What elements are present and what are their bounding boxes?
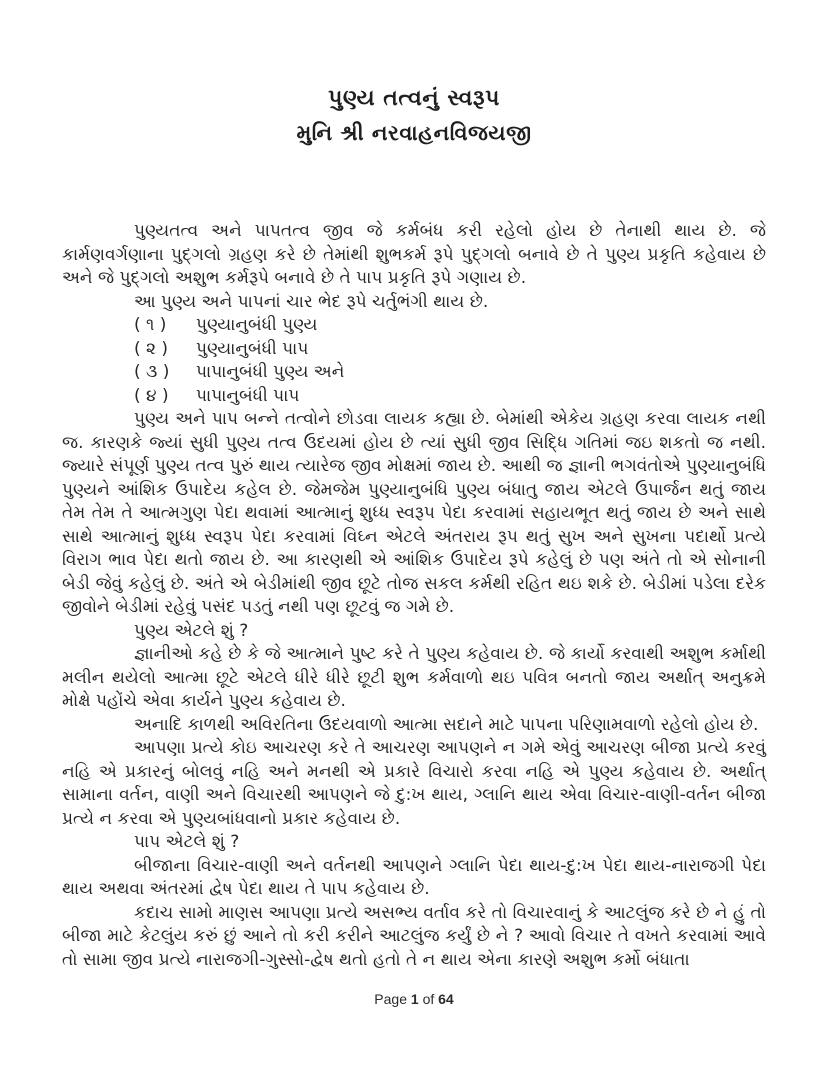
- question-heading: પુણ્ય એટલે શું ?: [134, 620, 249, 641]
- paragraph: બીજાના વિચાર-વાણી અને વર્તનથી આપણને ગ્લાનિ પેદા થાય-દુ:ખ પેદા થાય-નારાજગી પેદા થાય અથવા અંતરમાં દ્વેષ પેદા થાય તે પાપ કહેવાય છે.: [62, 855, 766, 899]
- list-item-number: ( ૪ ): [134, 385, 169, 406]
- paragraph: કદાચ સામો માણસ આપણા પ્રત્યે અસભ્ય વર્તાવ કરે તો વિચારવાનું કે આટલુંજ કરે છે ને હું તો બીજા માટે કેટલુંય કરું છું આને તો કરી કરીને આટલુંજ કર્યું છે ને ? આવો વિચાર તે વખતે કરવામાં આવે તો સામા જીવ પ્રત્યે નારાજગી-ગુસ્સો-દ્વેષ થતો હતો તે ન થાય એના કારણે અશુભ કર્મો બંધાતા: [62, 902, 766, 970]
- page-footer: [0, 991, 828, 1007]
- paragraph: જ્ઞાનીઓ કહે છે કે જે આત્માને પુષ્ટ કરે તે પુણ્ય કહેવાય છે. જે કાર્યો કરવાથી અશુભ કર્માથી મલીન થયેલો આત્મા છૂટે એટલે ધીરે ધીરે છૂટી શુભ કર્મવાળો થઇ પવિત્ર બનતો જાય અર્થાત્ અનુક્રમે મોક્ષે પહોંચે એવા કાર્યને પુણ્ય કહેવાય છે.: [62, 644, 766, 711]
- paragraph: આપણા પ્રત્યે કોઇ આચરણ કરે તે આચરણ આપણને ન ગમે એવું આચરણ બીજા પ્રત્યે કરવું નહિ એ પ્રકારનું બોલવું નહિ અને મનથી એ પ્રકારે વિચારો કરવા નહિ એ પુણ્ય કહેવાય છે. અર્થાત્ સામાના વર્તન, વાણી અને વિચારથી આપણને જે દુ:ખ થાય, ગ્લાનિ થાય એવા વિચાર-વાણી-વર્તન બીજા પ્રત્યે ન કરવા એ પુણ્યબાંધવાનો પ્રકાર કહેવાય છે.: [62, 738, 766, 829]
- list-item-number: ( ૨ ): [134, 338, 169, 359]
- title-block: [62, 86, 766, 146]
- footer-of-label: of: [422, 991, 435, 1007]
- paragraph: આ પુણ્ય અને પાપનાં ચાર ભેદ રૂપે ચર્તુભંગી થાય છે.: [134, 291, 489, 312]
- list-item-label: પુણ્યાનુબંધી પાપ: [196, 338, 309, 359]
- list-item-label: પાપાનુબંધી પાપ: [196, 385, 300, 406]
- list-item: [62, 361, 766, 385]
- footer-page-label: Page: [374, 991, 407, 1007]
- author-line: મુનિ શ્રી નરવાહનવિજયજી: [296, 121, 532, 145]
- list-item: [62, 385, 766, 409]
- list-item-number: ( ૧ ): [134, 315, 167, 335]
- list-item-label: પુણ્યાનુબંધી પુણ્ય: [196, 315, 318, 335]
- page-title: પુણ્ય તત્વનું સ્વરૂપ: [328, 86, 500, 111]
- footer-total-pages: 64: [438, 991, 454, 1007]
- list-item: [62, 338, 766, 362]
- question-heading: પાપ એટલે શું ?: [134, 832, 240, 852]
- paragraph: પુણ્યતત્વ અને પાપતત્વ જીવ જે કર્મબંધ કરી રહેલો હોય છે તેનાથી થાય છે. જે કાર્મણવર્ગણાના પુદ્ગલો ગ્રહણ કરે છે તેમાંથી શુભકર્મ રૂપે પુદ્ગલો બનાવે છે તે પુણ્ય પ્રકૃતિ કહેવાય છે અને જે પુદ્ગલો અશુભ કર્મરૂપે બનાવે છે તે પાપ પ્રકૃતિ રૂપે ગણાય છે.: [62, 221, 766, 288]
- body-text: [62, 220, 766, 972]
- paragraph: પુણ્ય અને પાપ બન્ને તત્વોને છોડવા લાયક કહ્યા છે. બેમાંથી એકેય ગ્રહણ કરવા લાયક નથી જ. કારણકે જ્યાં સુધી પુણ્ય તત્વ ઉદયમાં હોય છે ત્યાં સુધી જીવ સિદ્ધિ ગતિમાં જઇ શકતો જ નથી. જ્યારે સંપૂર્ણ પુણ્ય તત્વ પુરું થાય ત્યારેજ જીવ મોક્ષમાં જાય છે. આથી જ જ્ઞાની ભગવંતોએ પુણ્યાનુબંધિ પુણ્યને આંશિક ઉપાદેય કહેલ છે. જેમજેમ પુણ્યાનુબંધિ પુણ્ય બંધાતુ જાય એટલે ઉપાર્જન થતું જાય તેમ તેમ તે આત્મગુણ પેદા થવામાં આત્માનું શુધ્ધ સ્વરૂપ પેદા કરવામાં સહાયભૂત થતું જાય છે અને સાથે સાથે આત્માનું શુધ્ધ સ્વરૂપ પેદા કરવામાં વિઘ્ન એટલે અંતરાય રૂપ થતું સુખ અને સુખના પદાર્થો પ્રત્યે વિરાગ ભાવ પેદા થતો જાય છે. આ કારણથી એ આંશિક ઉપાદેય રૂપે કહેલું છે પણ અંતે તો એ સોનાની બેડી જેવું કહેલું છે. અંતે એ બેડીમાંથી જીવ છૂટે તોજ સકલ કર્મથી રહિત થઇ શકે છે. બેડીમાં પડેલા દરેક જીવોને બેડીમાં રહેવું પસંદ પડતું નથી પણ છૂટવું જ ગમે છે.: [62, 409, 766, 617]
- list-item-number: ( ૩ ): [134, 362, 170, 382]
- paragraph: અનાદિ કાળથી અવિરતિના ઉદયવાળો આત્મા સદાને માટે પાપના પરિણામવાળો રહેલો હોય છે.: [134, 714, 759, 735]
- list-item-label: પાપાનુબંધી પુણ્ય અને: [196, 362, 345, 382]
- list-item: [62, 314, 766, 338]
- footer-page-number: 1: [410, 991, 419, 1007]
